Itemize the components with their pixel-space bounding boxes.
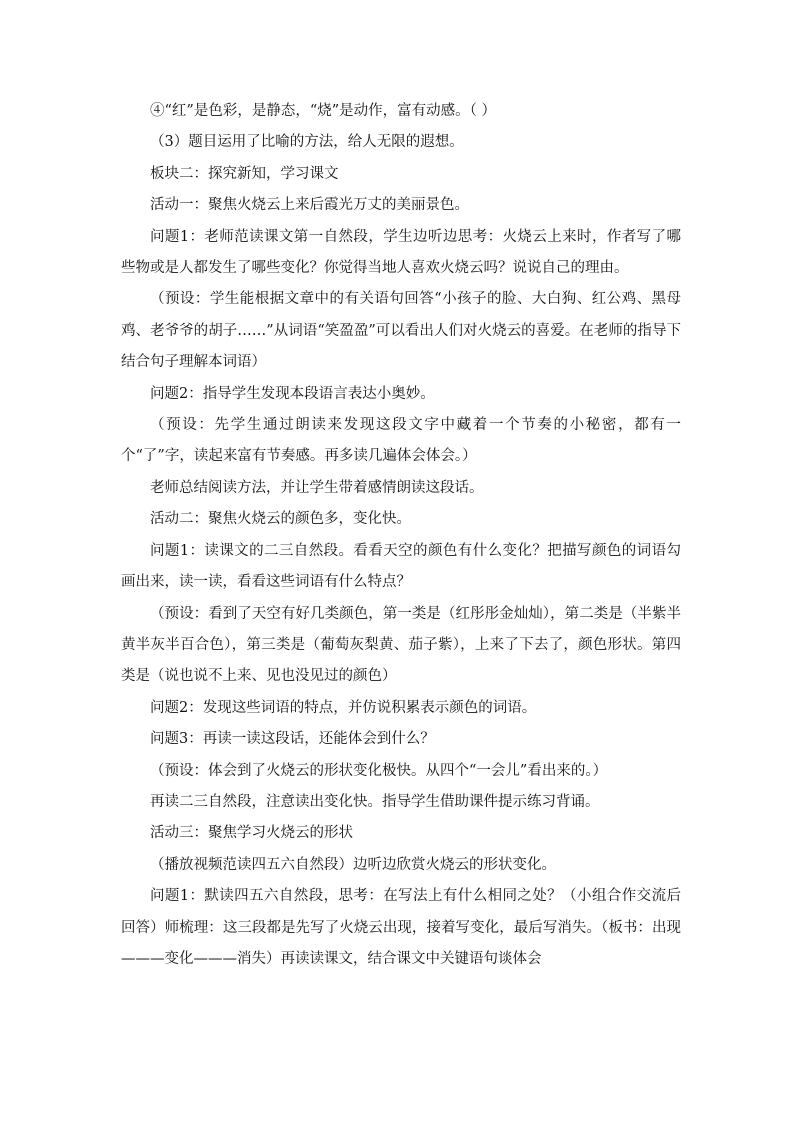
activity-2-heading: 活动二：聚焦火烧云的颜色多，变化快。 — [150, 511, 411, 528]
activity-1-question-1: 问题1：老师范读课文第一自然段，学生边听边思考：火烧云上来时，作者写了哪些物或是人都发生了哪些变化？你觉得当地人喜欢火烧云吗？说说自己的理由。 — [121, 228, 681, 277]
activity-2-question-2: 问题2：发现这些词语的特点，并仿说积累表示颜色的词语。 — [150, 699, 537, 716]
activity-2-question-3: 问题3：再读一读这段话，还能体会到什么？ — [150, 731, 435, 748]
activity-2-question-3-preset: （预设：体会到了火烧云的形状变化极快。从四个“一会儿”看出来的。） — [150, 762, 608, 779]
activity-1-question-1-preset: （预设：学生能根据文章中的有关语句回答“小孩子的脸、大白狗、红公鸡、黑母鸡、老爷爷的胡子……”从词语“笑盈盈”可以看出人们对火烧云的喜爱。在老师的指导下结合句子理解本词语） — [121, 291, 681, 371]
activity-2-summary: 再读二三自然段，注意读出变化快。指导学生借助课件提示练习背诵。 — [150, 793, 600, 810]
activity-3-question-1: 问题1：默读四五六自然段，思考：在写法上有什么相同之处？（小组合作交流后回答）师梳理：这三段都是先写了火烧云出现，接着写变化，最后写消失。（板书：出现———变化———消失）再读读课文，结合课文中关键语句谈体会 — [121, 888, 681, 967]
document-body — [121, 96, 681, 975]
paragraph-exercise-4: ④“红”是色彩，是静态，“烧”是动作，富有动感。（ ） — [150, 103, 497, 119]
paragraph-exercise-3: （3）题目运用了比喻的方法，给人无限的遐想。 — [150, 134, 464, 151]
activity-2-question-1: 问题1：读课文的二三自然段。看看天空的颜色有什么变化？把描写颜色的词语勾画出来，读一读，看看这些词语有什么特点？ — [121, 542, 681, 591]
section-heading-block-2: 板块二：探究新知，学习课文 — [150, 165, 339, 182]
activity-1-heading: 活动一：聚焦火烧云上来后霞光万丈的美丽景色。 — [150, 197, 469, 214]
activity-2-question-1-preset: （预设：看到了天空有好几类颜色，第一类是（红彤彤金灿灿），第二类是（半紫半黄半灰半百合色），第三类是（葡萄灰梨黄、茄子紫），上来了下去了，颜色形状。第四类是（说也说不上来、见也没见过的颜色） — [121, 605, 681, 685]
activity-3-video-note: （播放视频范读四五六自然段）边听边欣赏火烧云的形状变化。 — [150, 856, 556, 873]
activity-1-question-2-preset: （预设：先学生通过朗读来发现这段文字中藏着一个节奏的小秘密，都有一个“了”字，读起来富有节奏感。再多读几遍体会体会。） — [121, 417, 681, 465]
activity-1-question-2: 问题2：指导学生发现本段语言表达小奥妙。 — [150, 385, 435, 402]
activity-3-heading: 活动三：聚焦学习火烧云的形状 — [150, 825, 353, 842]
activity-1-summary: 老师总结阅读方法，并让学生带着感情朗读这段话。 — [150, 479, 484, 496]
